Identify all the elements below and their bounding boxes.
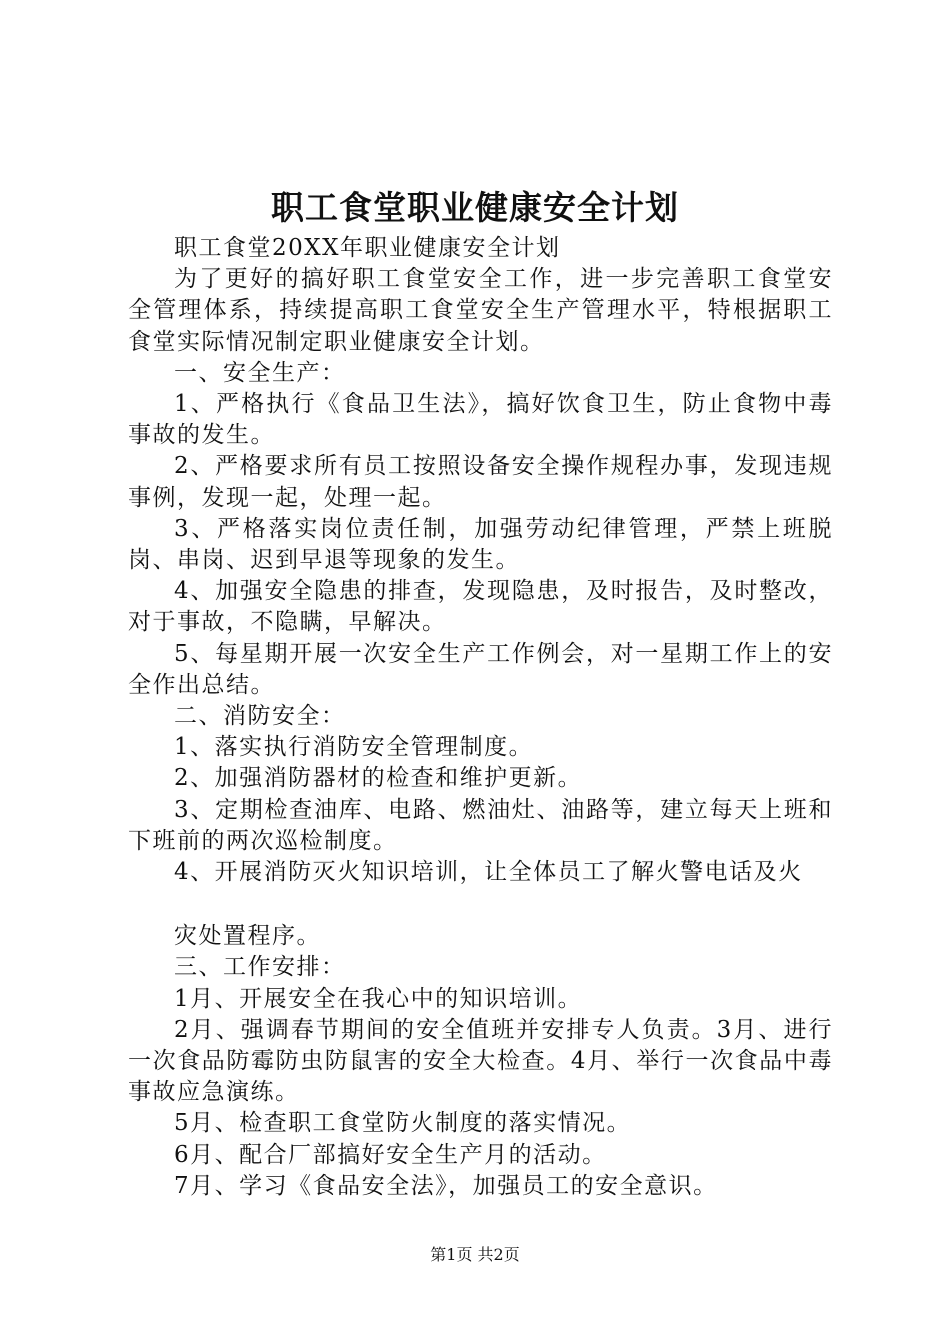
- paragraph-item: 3、严格落实岗位责任制，加强劳动纪律管理，严禁上班脱岗、串岗、迟到早退等现象的发生。: [128, 515, 833, 574]
- paragraph-subtitle: 职工食堂20XX年职业健康安全计划: [174, 235, 561, 261]
- paragraph-item: 7月、学习《食品安全法》，加强员工的安全意识。: [174, 1172, 718, 1199]
- paragraph-item: 1、落实执行消防安全管理制度。: [174, 734, 534, 761]
- paragraph-item: 4、开展消防灭火知识培训，让全体员工了解火警电话及火: [174, 859, 803, 886]
- paragraph-item: 1月、开展安全在我心中的知识培训。: [174, 985, 583, 1012]
- section-heading-safety-production: 一、安全生产：: [174, 359, 346, 386]
- paragraph-item: 2、加强消防器材的检查和维护更新。: [174, 765, 583, 792]
- paragraph-item: 6月、配合厂部搞好安全生产月的活动。: [174, 1141, 607, 1168]
- paragraph-item: 2月、强调春节期间的安全值班并安排专人负责。3月、进行一次食品防霉防虫防鼠害的安全大检查。4月、举行一次食品中毒事故应急演练。: [128, 1016, 833, 1106]
- paragraph-intro: 为了更好的搞好职工食堂安全工作，进一步完善职工食堂安全管理体系，持续提高职工食堂安全生产管理水平，特根据职工食堂实际情况制定职业健康安全计划。: [128, 266, 833, 355]
- paragraph-item: 2、严格要求所有员工按照设备安全操作规程办事，发现违规事例，发现一起，处理一起。: [128, 453, 833, 511]
- paragraph-item: 5、每星期开展一次安全生产工作例会，对一星期工作上的安全作出总结。: [128, 640, 833, 698]
- paragraph-item: 5月、检查职工食堂防火制度的落实情况。: [174, 1110, 632, 1137]
- page-number-footer: 第1页 共2页: [430, 1245, 520, 1264]
- paragraph-item: 1、严格执行《食品卫生法》，搞好饮食卫生，防止食物中毒事故的发生。: [128, 391, 833, 449]
- paragraph-item: 3、定期检查油库、电路、燃油灶、油路等，建立每天上班和下班前的两次巡检制度。: [128, 796, 833, 854]
- paragraph-item-continuation: 灾处置程序。: [174, 923, 321, 950]
- section-heading-fire-safety: 二、消防安全：: [174, 703, 346, 730]
- paragraph-item: 4、加强安全隐患的排查，发现隐患，及时报告，及时整改，对于事故，不隐瞒，早解决。: [128, 578, 833, 636]
- document-title: 职工食堂职业健康安全计划: [271, 188, 679, 227]
- section-heading-work-schedule: 三、工作安排：: [174, 954, 346, 981]
- document-body: [128, 233, 833, 1202]
